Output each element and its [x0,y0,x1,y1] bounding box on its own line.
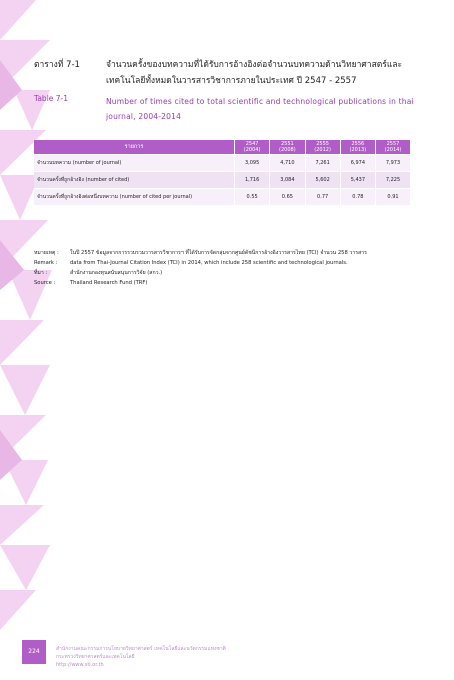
footer-publisher [56,645,226,669]
row-label: จำนวนครั้งที่ถูกอ้างอิงต่อหนึ่งบทความ (number of cited per journal) [34,189,235,206]
table-title-thai: จำนวนครั้งของบทความที่ได้รับการอ้างอิงต่อจำนวนบทความด้านวิทยาศาสตร์และเทคโนโลยีทั้งหมดในวารสารวิชาการภายในประเทศ ปี 2547 - 2557 [106,60,403,86]
table-title-english: Number of times cited to total scientific and technological publications in thai journal, 2004-2014 [106,97,414,121]
cell-value: 1,716 [235,172,270,189]
cell-value: 0.78 [340,189,375,206]
cell-value: 0.91 [376,189,411,206]
note-source-english: Source : Thailand Research Fund (TRF) [34,280,148,286]
citation-table [34,140,410,206]
cell-value: 7,973 [376,155,411,172]
table-number-english: Table 7-1 [34,94,69,103]
table-notes [34,248,367,288]
page-number: 224 [28,648,40,655]
cell-value: 5,602 [305,172,340,189]
cell-value: 3,095 [235,155,270,172]
cell-value: 4,710 [270,155,305,172]
row-label: จำนวนครั้งที่ถูกอ้างอิง (number of cited) [34,172,235,189]
footer-url[interactable]: http://www.sti.or.th [56,662,104,668]
cell-value: 0.65 [270,189,305,206]
header-year: 2556 (2013) [340,140,375,155]
note-remark-thai: หมายเหตุ : ในปี 2557 ข้อมูลจากการรวบรวมวารสารวิชาการฯ ที่ได้รับการจัดกลุ่มจากศูนย์ดัชนีการอ้างอิงวารสารไทย (TCI) จำนวน 258 วารสาร [34,250,367,256]
cell-value: 7,261 [305,155,340,172]
table-number-thai: ตารางที่ 7-1 [34,60,80,70]
cell-value: 0.55 [235,189,270,206]
cell-value: 5,437 [340,172,375,189]
cell-value: 0.77 [305,189,340,206]
header-year: 2547 (2004) [235,140,270,155]
row-label: จำนวนบทความ (number of journal) [34,155,235,172]
header-label: รายการ [34,140,235,155]
note-remark-english: Remark : data from Thai-Journal Citation Index (TCI) in 2014, which include 258 scientific and technological journals. [34,260,348,266]
table-row [34,172,410,189]
cell-value: 7,225 [376,172,411,189]
cell-value: 6,974 [340,155,375,172]
table-row [34,155,410,172]
page-footer [0,630,454,680]
header-year: 2551 (2008) [270,140,305,155]
footer-ministry: กระทรวงวิทยาศาสตร์และเทคโนโลยี [56,654,135,660]
note-source-thai: ที่มา : สำนักงานกองทุนสนับสนุนการวิจัย (สกว.) [34,270,163,276]
table-row [34,189,410,206]
table-header-row [34,140,410,155]
header-year: 2557 (2014) [376,140,411,155]
cell-value: 3,084 [270,172,305,189]
footer-agency: สำนักงานคณะกรรมการนโยบายวิทยาศาสตร์ เทคโนโลยีและนวัตกรรมแห่งชาติ [56,646,226,652]
header-year: 2555 (2012) [305,140,340,155]
